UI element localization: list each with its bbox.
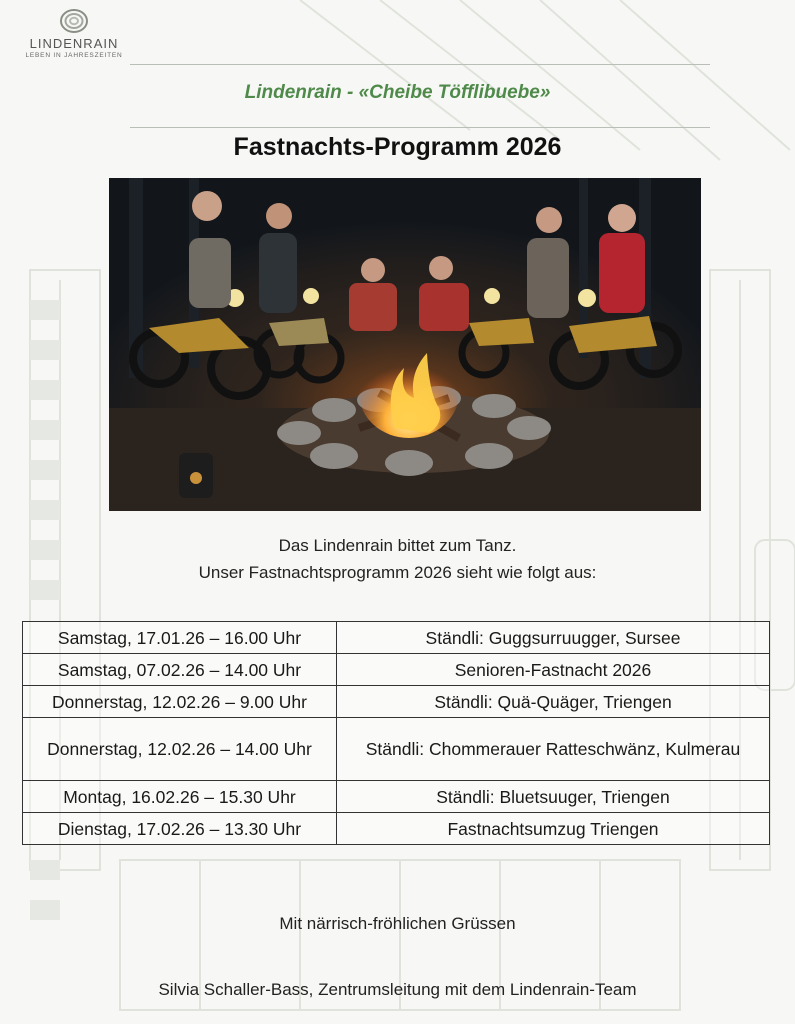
brand-tagline: LEBEN IN JAHRESZEITEN	[25, 52, 123, 59]
event-date: Samstag, 17.01.26 – 16.00 Uhr	[23, 622, 337, 654]
table-row	[23, 622, 770, 654]
page-title: Fastnachts-Programm 2026	[233, 133, 562, 161]
intro-text	[0, 532, 795, 586]
event-date: Donnerstag, 12.02.26 – 9.00 Uhr	[23, 686, 337, 718]
event-date: Dienstag, 17.02.26 – 13.30 Uhr	[23, 813, 337, 845]
table-row	[23, 654, 770, 686]
header-divider-top	[130, 64, 710, 65]
closing-greeting: Mit närrisch-fröhlichen Grüssen	[279, 914, 516, 933]
event-title: Fastnachtsumzug Triengen	[337, 813, 770, 845]
program-table	[22, 621, 770, 845]
header-divider-bottom	[130, 127, 710, 128]
table-row	[23, 718, 770, 781]
event-date: Samstag, 07.02.26 – 14.00 Uhr	[23, 654, 337, 686]
subtitle: Lindenrain - «Cheibe Töfflibuebe»	[244, 82, 551, 103]
event-title: Senioren-Fastnacht 2026	[337, 654, 770, 686]
event-title: Ständli: Bluetsuuger, Triengen	[337, 781, 770, 813]
event-title: Ständli: Guggsurruugger, Sursee	[337, 622, 770, 654]
table-row	[23, 813, 770, 845]
campfire-motorcycles-photo	[109, 178, 701, 511]
event-date: Donnerstag, 12.02.26 – 14.00 Uhr	[23, 718, 337, 781]
closing-signature: Silvia Schaller-Bass, Zentrumsleitung mit dem Lindenrain-Team	[158, 980, 637, 999]
intro-line-2: Unser Fastnachtsprogramm 2026 sieht wie folgt aus:	[198, 563, 597, 582]
event-title: Ständli: Chommerauer Ratteschwänz, Kulmerau	[337, 718, 770, 781]
brand-logo	[14, 8, 134, 59]
event-date: Montag, 16.02.26 – 15.30 Uhr	[23, 781, 337, 813]
event-title: Ständli: Quä-Quäger, Triengen	[337, 686, 770, 718]
table-row	[23, 686, 770, 718]
table-row	[23, 781, 770, 813]
lindenrain-logo-icon	[59, 8, 89, 34]
brand-name: LINDENRAIN	[29, 36, 119, 51]
intro-line-1: Das Lindenrain bittet zum Tanz.	[278, 536, 517, 555]
